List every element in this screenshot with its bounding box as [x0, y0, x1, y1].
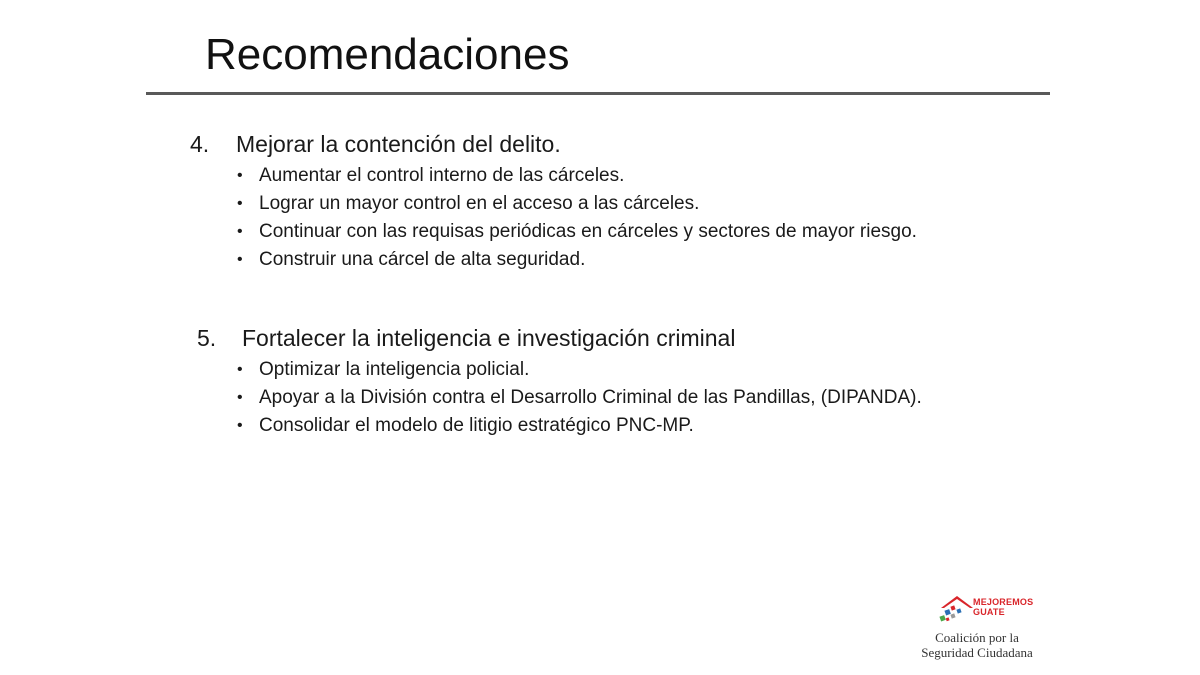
- section-number: 4.: [190, 131, 210, 157]
- bullet-icon: •: [237, 223, 243, 240]
- logo-square-green: [939, 615, 945, 621]
- logo-brand-line1: MEJOREMOS: [973, 597, 1034, 607]
- list-item-text: Aumentar el control interno de las cárceles.: [259, 165, 625, 186]
- logo-house-roof: [941, 596, 973, 608]
- list-item-text: Continuar con las requisas periódicas en cárceles y sectores de mayor riesgo.: [259, 221, 917, 242]
- list-item-text: Lograr un mayor control en el acceso a las cárceles.: [259, 193, 700, 214]
- logo-square-red: [950, 605, 955, 610]
- logo-square-blue-2: [956, 608, 961, 613]
- bullet-icon: •: [237, 251, 243, 268]
- bullet-icon: •: [237, 417, 243, 434]
- bullet-list: [190, 356, 1018, 439]
- list-item-text: Apoyar a la División contra el Desarrollo Criminal de las Pandillas, (DIPANDA).: [259, 387, 922, 408]
- section-heading-text: Mejorar la contención del delito.: [236, 131, 561, 157]
- bullet-icon: •: [237, 389, 243, 406]
- logo-square-gray: [950, 613, 955, 618]
- list-item: [237, 218, 1018, 245]
- logo-brand-line2: GUATE: [973, 607, 1005, 617]
- list-item: [237, 162, 1018, 189]
- section-number: 5.: [197, 325, 217, 351]
- bullet-icon: •: [237, 195, 243, 212]
- section-5: [190, 322, 1018, 440]
- bullet-icon: •: [237, 167, 243, 184]
- mejoremos-guate-logo-icon: [937, 594, 977, 624]
- list-item: [237, 246, 1018, 273]
- slide-title: Recomendaciones: [205, 30, 570, 79]
- logo-square-small: [946, 617, 950, 621]
- list-item: [237, 412, 1018, 439]
- list-item-text: Consolidar el modelo de litigio estratégico PNC-MP.: [259, 415, 694, 436]
- section-heading: [190, 322, 1018, 354]
- list-item: [237, 356, 1018, 383]
- list-item: [237, 384, 1018, 411]
- section-heading-text: Fortalecer la inteligencia e investigación criminal: [242, 325, 736, 351]
- logo-square-blue: [944, 609, 950, 615]
- logo-org-line2: Seguridad Ciudadana: [921, 645, 1033, 660]
- logo-brand-text: [973, 597, 1033, 617]
- title-divider: [146, 92, 1050, 95]
- logo-org-line1: Coalición por la: [935, 630, 1019, 645]
- bullet-icon: •: [237, 361, 243, 378]
- coalition-logo: [915, 592, 1039, 664]
- section-4: [190, 128, 1018, 274]
- list-item-text: Optimizar la inteligencia policial.: [259, 359, 530, 380]
- list-item: [237, 190, 1018, 217]
- list-item-text: Construir una cárcel de alta seguridad.: [259, 249, 586, 270]
- section-heading: [190, 128, 1018, 160]
- bullet-list: [190, 162, 1018, 273]
